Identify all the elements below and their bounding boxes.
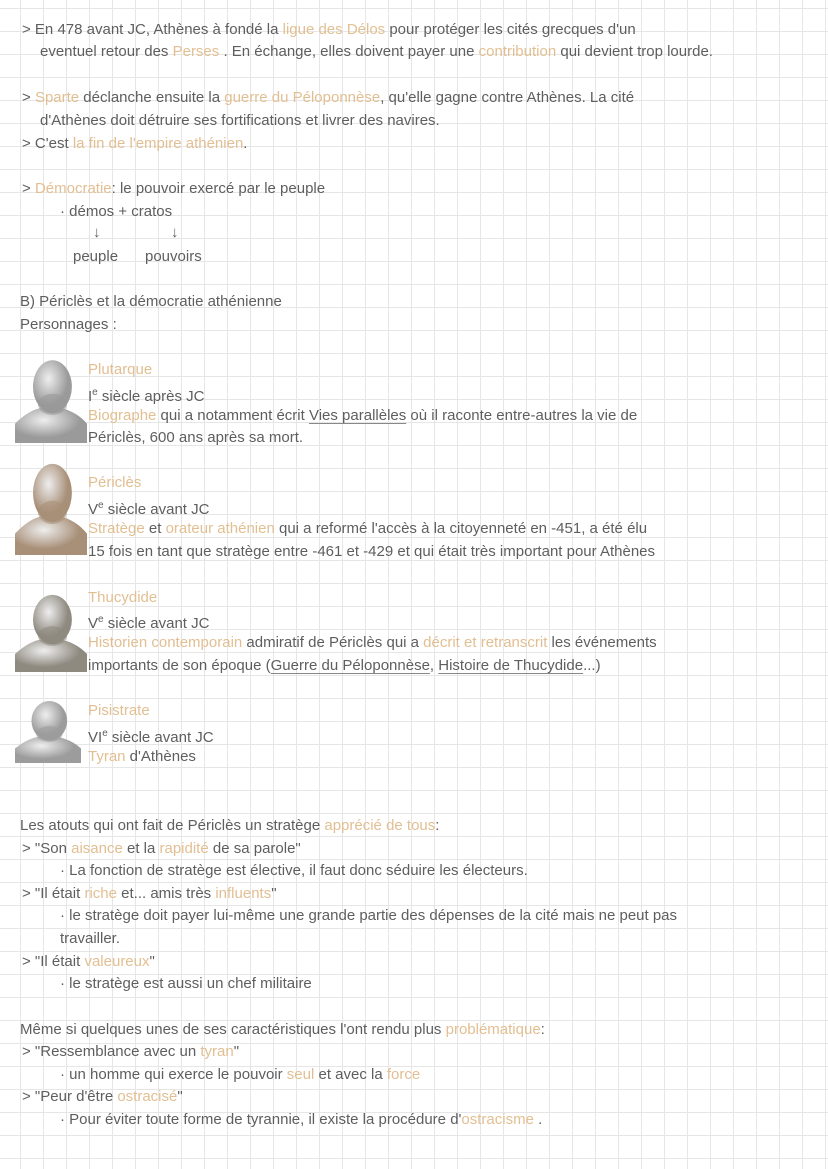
note-line-thucydide-desc-1 (88, 633, 657, 653)
highlighted-term: Pisistrate (88, 702, 150, 719)
note-line-atouts-intro (20, 816, 439, 836)
note-text: " (177, 1088, 183, 1105)
note-text: Les atouts qui ont fait de Périclès un stratège (20, 817, 325, 834)
note-text: et (144, 520, 166, 537)
note-text: Même si quelques unes de ses caractéristiques l'ont rendu plus (20, 1021, 446, 1038)
note-text: > "Son (22, 840, 72, 857)
note-text: e (98, 614, 104, 625)
highlighted-term: Démocratie (34, 180, 112, 197)
highlighted-term: décrit et retranscrit (423, 634, 548, 651)
highlighted-term: Historien contemporain (88, 634, 243, 651)
note-text: > En 478 avant JC, Athènes à fondé la (22, 21, 283, 38)
note-line-atout-1-detail (60, 861, 528, 881)
note-text: 15 fois en tant que stratège entre -461 et -429 et qui était très important pour Athènes (88, 543, 656, 560)
note-line-personnages (20, 315, 117, 335)
note-text: · le stratège est aussi un chef militaire (60, 975, 312, 992)
highlighted-term: Perses (172, 43, 220, 60)
highlighted-term: contribution (478, 43, 557, 60)
note-line-atout-3-detail (60, 974, 312, 994)
note-line-democratie (22, 179, 325, 199)
note-text: " (271, 885, 277, 902)
note-line-pericles-date (88, 496, 209, 520)
note-text: ↓ (171, 224, 179, 241)
note-text: de sa parole" (208, 840, 301, 857)
note-text: qui a notamment écrit (156, 407, 309, 424)
highlighted-term: ligue des Délos (282, 21, 386, 38)
note-text: d'Athènes doit détruire ses fortifications et livrer des navires. (40, 112, 440, 129)
note-text: VI (88, 729, 103, 746)
note-text: . En échange, elles doivent payer une (219, 43, 479, 60)
note-text: siècle avant JC (107, 729, 214, 746)
note-line-atout-2-detail-1 (60, 906, 677, 926)
underlined-title: Guerre du Péloponnèse (270, 657, 430, 674)
note-text: · Pour éviter toute forme de tyrannie, il existe la procédure d' (60, 1111, 462, 1128)
note-line-problemes-intro (20, 1020, 545, 1040)
note-text: · un homme qui exerce le pouvoir (60, 1066, 287, 1083)
highlighted-term: orateur athénien (165, 520, 275, 537)
note-line-atout-1 (22, 839, 301, 859)
note-line-probleme-1 (22, 1042, 239, 1062)
note-line-thucydide-date (88, 610, 209, 634)
plutarque-bust-image (15, 355, 87, 443)
highlighted-term: Plutarque (88, 361, 153, 378)
note-line-sparte-2 (40, 111, 440, 131)
note-text: siècle avant JC (103, 615, 210, 632)
note-line-atout-2 (22, 884, 277, 904)
highlighted-term: guerre du Péloponnèse (224, 89, 381, 106)
highlighted-term: force (386, 1066, 421, 1083)
note-text: peuple (73, 248, 119, 265)
note-line-arrow-2 (171, 223, 179, 243)
note-text: " (149, 953, 155, 970)
highlighted-term: Stratège (88, 520, 145, 537)
note-text: e (98, 500, 104, 511)
note-line-probleme-1-detail (60, 1065, 420, 1085)
note-line-probleme-2 (22, 1087, 183, 1107)
note-text: > "Peur d'être (22, 1088, 118, 1105)
note-text: déclanche ensuite la (79, 89, 225, 106)
note-line-pouvoirs (145, 247, 202, 267)
note-text: et la (122, 840, 160, 857)
note-text: et... amis très (116, 885, 216, 902)
note-text: qui devient trop lourde. (556, 43, 713, 60)
note-text: d'Athènes (125, 748, 196, 765)
note-line-plutarque-name (88, 360, 152, 380)
note-text: " (233, 1043, 240, 1060)
note-text: les événements (547, 634, 657, 651)
note-line-pisistrate-name (88, 701, 150, 721)
note-text: · le stratège doit payer lui-même une grande partie des dépenses de la cité mais ne peut pas (60, 907, 678, 924)
note-text: ...) (583, 657, 601, 674)
note-text: . (533, 1111, 543, 1128)
note-line-arrow-1 (93, 223, 101, 243)
note-text: > "Ressemblance avec un (22, 1043, 201, 1060)
highlighted-term: problématique (445, 1021, 541, 1038)
highlighted-term: ostracisme (461, 1111, 534, 1128)
note-text: , qu'elle gagne contre Athènes. La cité (380, 89, 635, 106)
note-text: pour protéger les cités grecques d'un (385, 21, 636, 38)
highlighted-term: Périclès (88, 474, 142, 491)
note-text: e (102, 728, 108, 739)
note-text: · démos + cratos (60, 203, 173, 220)
note-text: ↓ (93, 224, 101, 241)
note-text: B) Périclès et la démocratie athénienne (20, 293, 282, 310)
note-line-plutarque-desc-1 (88, 406, 637, 426)
highlighted-term: ostracisé (117, 1088, 178, 1105)
highlighted-term: seul (286, 1066, 315, 1083)
note-text: pouvoirs (145, 248, 202, 265)
note-text: et avec la (314, 1066, 387, 1083)
highlighted-term: influents (215, 885, 272, 902)
note-text: . (243, 135, 248, 152)
note-line-atout-3 (22, 952, 155, 972)
note-line-peuple (73, 247, 118, 267)
note-text: I (88, 388, 93, 405)
note-line-thucydide-desc-2 (88, 656, 601, 676)
highlighted-term: apprécié de tous (324, 817, 436, 834)
highlighted-term: Tyran (88, 748, 126, 765)
note-text: > "Il était (22, 953, 85, 970)
note-text: · La fonction de stratège est élective, il faut donc séduire les électeurs. (60, 862, 528, 879)
note-line-fin-empire (22, 134, 247, 154)
highlighted-term: aisance (71, 840, 123, 857)
note-text: où il raconte entre-autres la vie de (406, 407, 638, 424)
note-text: siècle avant JC (103, 501, 210, 518)
note-text: V (88, 501, 99, 518)
note-line-plutarque-date (88, 383, 204, 407)
note-text: > (22, 89, 35, 106)
pisistrate-bust-image (15, 697, 81, 763)
note-line-pisistrate-date (88, 724, 214, 748)
note-line-pericles-name (88, 473, 141, 493)
note-line-section-title (20, 292, 282, 312)
highlighted-term: tyran (200, 1043, 234, 1060)
note-text: travailler. (60, 930, 121, 947)
underlined-title: Histoire de Thucydide (438, 657, 584, 674)
note-line-etymologie (60, 202, 172, 222)
note-line-pisistrate-desc (88, 747, 196, 767)
note-text: > "Il était (22, 885, 85, 902)
note-text: : (435, 817, 440, 834)
note-text: qui a reformé l'accès à la citoyenneté en -451, a été élu (274, 520, 648, 537)
note-line-pericles-desc-2 (88, 542, 655, 562)
highlighted-term: Thucydide (88, 589, 158, 606)
note-line-delos-1 (22, 20, 636, 40)
note-text: : (540, 1021, 545, 1038)
note-text: eventuel retour des (40, 43, 173, 60)
note-line-thucydide-name (88, 588, 157, 608)
pericles-bust-image (15, 458, 87, 555)
highlighted-term: riche (84, 885, 117, 902)
note-text: , (429, 657, 439, 674)
underlined-title: Vies parallèles (308, 407, 407, 424)
note-line-plutarque-desc-2 (88, 428, 303, 448)
note-text: > (22, 180, 35, 197)
note-line-pericles-desc-1 (88, 519, 647, 539)
note-line-sparte-1 (22, 88, 634, 108)
note-line-atout-2-detail-2 (60, 929, 120, 949)
highlighted-term: Sparte (34, 89, 80, 106)
note-text: : le pouvoir exercé par le peuple (111, 180, 326, 197)
note-text: admiratif de Périclès qui a (242, 634, 424, 651)
note-text: > C'est (22, 135, 73, 152)
note-line-probleme-2-detail (60, 1110, 542, 1130)
note-text: Personnages : (20, 316, 117, 333)
highlighted-term: Biographe (88, 407, 157, 424)
note-text: importants de son époque ( (88, 657, 271, 674)
highlighted-term: la fin de l'empire athénien (72, 135, 244, 152)
note-text: siècle après JC (97, 388, 205, 405)
thucydide-bust-image (15, 590, 87, 672)
note-text: V (88, 615, 99, 632)
highlighted-term: rapidité (159, 840, 209, 857)
note-line-delos-2 (40, 42, 713, 62)
note-text: e (92, 387, 98, 398)
note-text: Périclès, 600 ans après sa mort. (88, 429, 304, 446)
highlighted-term: valeureux (84, 953, 150, 970)
